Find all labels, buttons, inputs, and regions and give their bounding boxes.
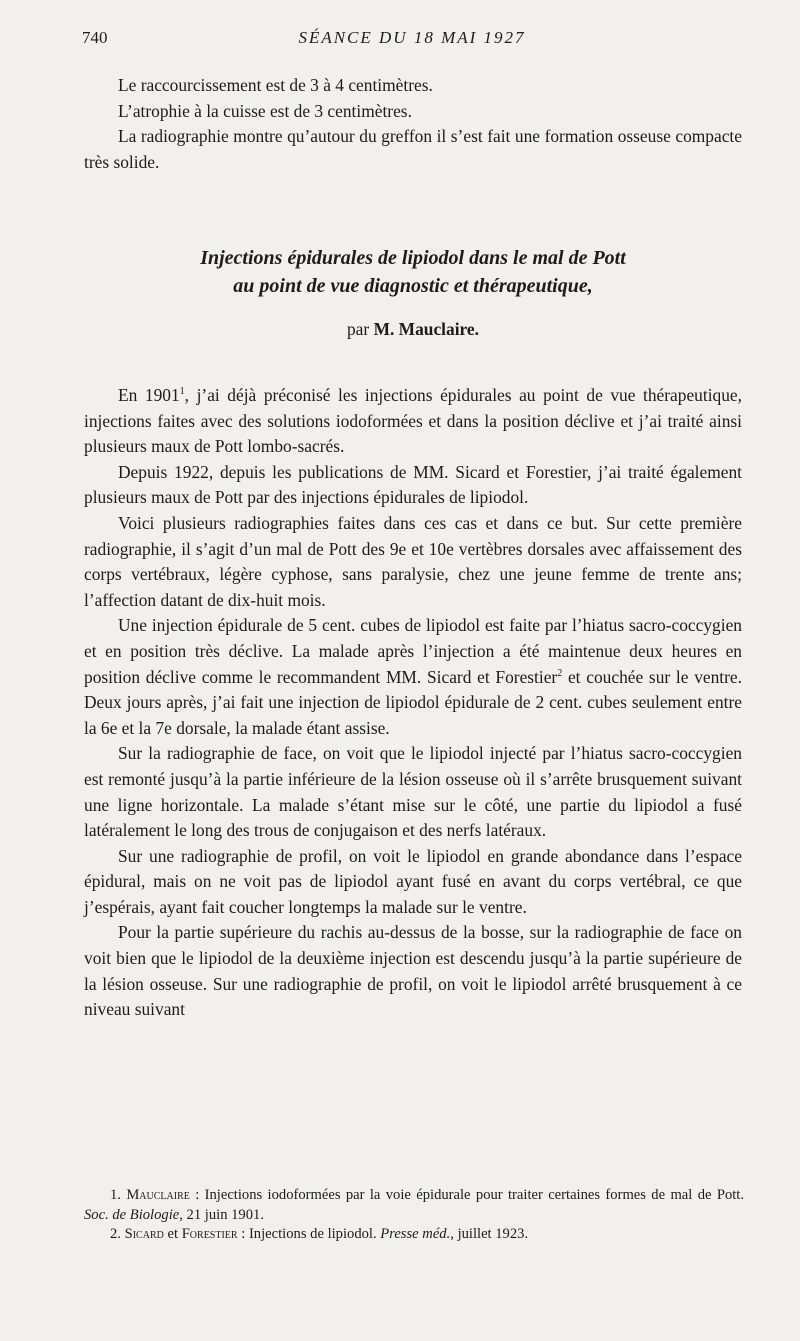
footnote: [84, 1186, 744, 1225]
footnote-number: 1.: [110, 1187, 121, 1203]
paragraph-text: , j’ai déjà préconisé les injections épidurales au point de vue thérapeutique, injections faites avec des solutions iodoformées et dans la position déclive et j’ai traité ainsi plusieurs maux de Pott lombo-sacrés.: [84, 385, 742, 457]
article-title: [84, 244, 742, 300]
page-number: 740: [82, 28, 108, 47]
body-paragraph: Voici plusieurs radiographies faites dans ces cas et dans ce but. Sur cette première radiographie, il s’agit d’un mal de Pott des 9e et 10e vertèbres dorsales avec affaissement des corps vertébraux, légère cyphose, sans paralysie, chez une jeune femme de trente ans; l’affection datant de dix-huit mois.: [84, 512, 742, 610]
footnotes: [84, 1186, 744, 1245]
article-author: [84, 319, 742, 340]
article-body: [84, 383, 742, 1023]
body-paragraph: [84, 613, 742, 741]
footnote-source: Presse méd.: [380, 1226, 451, 1242]
author-prefix: par: [346, 319, 370, 339]
body-paragraph: Sur une radiographie de profil, on voit le lipiodol en grande abondance dans l’espace épidural, mais on ne voit pas de lipiodol ayant fusé en avant du corps vertébral, ce que j’espérais, ayant fait coucher longtemps la malade sur le ventre.: [84, 845, 742, 917]
article-title-line: au point de vue diagnostic et thérapeutique,: [233, 275, 593, 297]
footnote-text: : Injections iodoformées par la voie épidurale pour traiter certaines formes de mal de Pott.: [189, 1187, 744, 1203]
body-paragraph: Depuis 1922, depuis les publications de MM. Sicard et Forestier, j’ai traité également plusieurs maux de Pott par des injections épidurales de lipiodol.: [84, 461, 742, 508]
intro-paragraph: L’atrophie à la cuisse est de 3 centimètres.: [118, 100, 412, 121]
body-paragraph: Sur la radiographie de face, on voit que le lipiodol injecté par l’hiatus sacro-coccygien est remonté jusqu’à la partie inférieure de la lésion osseuse où il s’arrête brusquement suivant une ligne horizontale. La malade s’étant mise sur le côté, une partie du lipiodol a fusé latéralement le long des trous de conjugaison et des nerfs latéraux.: [84, 743, 742, 841]
body-paragraph: Pour la partie supérieure du rachis au-dessus de la bosse, sur la radiographie de face on voit bien que le lipiodol de la deuxième injection est descendu jusqu’à la partie supérieure de la lésion osseuse. Sur une radiographie de profil, on voit le lipiodol arrêté brusquement à ce niveau suivant: [84, 922, 742, 1020]
page-header: [82, 28, 742, 52]
running-title: SÉANCE DU 18 MAI 1927: [298, 28, 526, 47]
intro-paragraph: La radiographie montre qu’autour du greffon il s’est fait une formation osseuse compacte très solide.: [84, 126, 742, 172]
footnote-author: Forestier: [181, 1226, 238, 1242]
footnote-text: : Injections de lipiodol.: [237, 1226, 381, 1242]
footnote-ref: 1: [179, 386, 185, 398]
footnote-author: Sicard: [124, 1226, 164, 1242]
footnote-source: Soc. de Biologie: [84, 1206, 180, 1223]
paragraph-text: En 1901: [118, 385, 180, 405]
paragraph-text: Une injection épidurale de 5 cent. cubes de lipiodol est faite par l’hiatus sacro-coccygien et en position très déclive. La malade après l’injection a été maintenue deux heures en position déclive comme le recommandent MM. Sicard et Forestier: [84, 615, 742, 687]
footnote-number: 2.: [110, 1226, 121, 1242]
footnote-date: , juillet 1923.: [450, 1226, 529, 1242]
footnote-date: , 21 juin 1901.: [179, 1206, 264, 1223]
body-paragraph: [84, 383, 742, 460]
footnote-ref: 2: [557, 667, 563, 679]
article-title-line: Injections épidurales de lipiodol dans le mal de Pott: [200, 247, 626, 269]
intro-text: [84, 73, 742, 175]
footnote-author: Mauclaire: [126, 1187, 190, 1203]
footnote-text: et: [163, 1226, 182, 1242]
paragraph-text: et couchée sur le ventre. Deux jours après, j’ai fait une injection de lipiodol épidurale de 2 cent. cubes seulement entre la 6e et la 7e dorsale, la malade étant assise.: [84, 666, 742, 738]
author-name: M. Mauclaire.: [373, 319, 480, 339]
intro-paragraph: Le raccourcissement est de 3 à 4 centimètres.: [118, 75, 433, 95]
footnote: [84, 1225, 744, 1245]
